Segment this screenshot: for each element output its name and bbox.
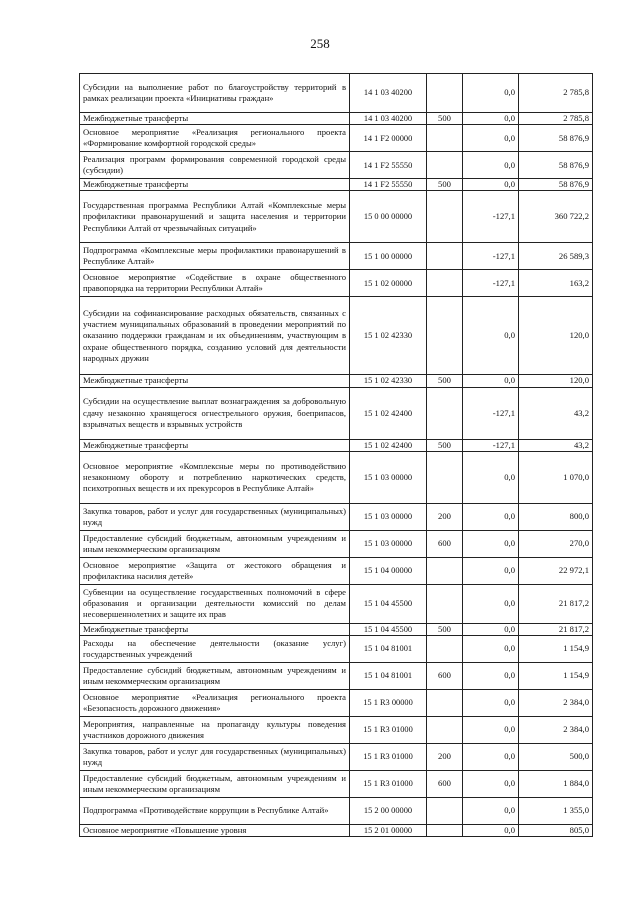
cell-name: Основное мероприятие «Комплексные меры по противодействию незаконному обороту и потреблению наркотических средств, психотропных веществ и их прекурсоров в Республике Алтай» [80, 451, 350, 503]
cell-total: 360 722,2 [519, 191, 593, 243]
cell-name: Основное мероприятие «Содействие в охране общественного правопорядка на территории Республики Алтай» [80, 270, 350, 297]
table-row [80, 636, 593, 663]
cell-vr: 500 [427, 375, 463, 387]
table-row [80, 191, 593, 243]
cell-name: Межбюджетные трансферты [80, 179, 350, 191]
cell-code: 15 1 R3 01000 [350, 771, 427, 798]
cell-change: 0,0 [463, 530, 519, 557]
cell-vr [427, 557, 463, 584]
cell-vr: 500 [427, 113, 463, 125]
cell-total: 2 785,8 [519, 74, 593, 113]
table-row [80, 825, 593, 837]
table-row [80, 623, 593, 635]
cell-vr [427, 270, 463, 297]
cell-vr [427, 297, 463, 375]
cell-change: 0,0 [463, 375, 519, 387]
cell-code: 14 1 03 40200 [350, 74, 427, 113]
cell-name: Подпрограмма «Противодействие коррупции в Республике Алтай» [80, 798, 350, 825]
cell-code: 15 1 02 42400 [350, 439, 427, 451]
cell-name: Субсидии на выполнение работ по благоустройству территорий в рамках реализации проекта «Инициативы граждан» [80, 74, 350, 113]
cell-vr [427, 125, 463, 152]
cell-total: 2 384,0 [519, 717, 593, 744]
table-row [80, 270, 593, 297]
cell-change: 0,0 [463, 771, 519, 798]
table-row [80, 530, 593, 557]
cell-total: 120,0 [519, 375, 593, 387]
cell-total: 21 817,2 [519, 623, 593, 635]
cell-vr [427, 717, 463, 744]
cell-change: -127,1 [463, 387, 519, 439]
cell-code: 15 1 03 00000 [350, 503, 427, 530]
cell-name: Мероприятия, направленные на пропаганду культуры поведения участников дорожного движения [80, 717, 350, 744]
table-row [80, 663, 593, 690]
cell-code: 15 2 00 00000 [350, 798, 427, 825]
cell-name: Межбюджетные трансферты [80, 375, 350, 387]
cell-name: Расходы на обеспечение деятельности (оказание услуг) государственных учреждений [80, 636, 350, 663]
cell-total: 2 785,8 [519, 113, 593, 125]
cell-vr [427, 243, 463, 270]
cell-change: 0,0 [463, 825, 519, 837]
cell-change: 0,0 [463, 663, 519, 690]
cell-vr [427, 636, 463, 663]
table-row [80, 690, 593, 717]
cell-change: -127,1 [463, 270, 519, 297]
cell-name: Закупка товаров, работ и услуг для государственных (муниципальных) нужд [80, 744, 350, 771]
cell-total: 1 070,0 [519, 451, 593, 503]
cell-vr: 500 [427, 439, 463, 451]
cell-vr [427, 451, 463, 503]
cell-total: 1 154,9 [519, 663, 593, 690]
cell-total: 22 972,1 [519, 557, 593, 584]
cell-code: 15 1 02 00000 [350, 270, 427, 297]
cell-name: Основное мероприятие «Реализация регионального проекта «Формирование комфортной городской среды» [80, 125, 350, 152]
cell-vr [427, 690, 463, 717]
cell-change: 0,0 [463, 717, 519, 744]
table-row [80, 125, 593, 152]
table-row [80, 503, 593, 530]
table-row [80, 451, 593, 503]
cell-vr [427, 74, 463, 113]
cell-change: 0,0 [463, 557, 519, 584]
cell-change: 0,0 [463, 74, 519, 113]
cell-name: Субсидии на осуществление выплат вознаграждения за добровольную сдачу незаконно хранящегося огнестрельного оружия, боеприпасов, взрывчатых веществ и взрывных устройств [80, 387, 350, 439]
cell-vr: 600 [427, 530, 463, 557]
cell-code: 15 2 01 00000 [350, 825, 427, 837]
cell-code: 15 1 00 00000 [350, 243, 427, 270]
cell-code: 15 1 04 45500 [350, 584, 427, 623]
table-row [80, 179, 593, 191]
cell-code: 15 1 04 81001 [350, 663, 427, 690]
cell-total: 163,2 [519, 270, 593, 297]
cell-vr: 600 [427, 771, 463, 798]
cell-total: 120,0 [519, 297, 593, 375]
table-row [80, 744, 593, 771]
cell-code: 14 1 F2 55550 [350, 152, 427, 179]
cell-vr [427, 191, 463, 243]
cell-name: Предоставление субсидий бюджетным, автономным учреждениям и иным некоммерческим организациям [80, 663, 350, 690]
table-row [80, 439, 593, 451]
cell-code: 15 1 R3 01000 [350, 717, 427, 744]
cell-name: Закупка товаров, работ и услуг для государственных (муниципальных) нужд [80, 503, 350, 530]
cell-code: 15 1 02 42330 [350, 375, 427, 387]
cell-total: 58 876,9 [519, 125, 593, 152]
cell-vr: 200 [427, 503, 463, 530]
cell-change: 0,0 [463, 179, 519, 191]
cell-name: Предоставление субсидий бюджетным, автономным учреждениям и иным некоммерческим организациям [80, 530, 350, 557]
cell-vr: 500 [427, 179, 463, 191]
cell-total: 1 884,0 [519, 771, 593, 798]
cell-name: Предоставление субсидий бюджетным, автономным учреждениям и иным некоммерческим организациям [80, 771, 350, 798]
cell-name: Основное мероприятие «Защита от жестокого обращения и профилактика насилия детей» [80, 557, 350, 584]
cell-change: 0,0 [463, 297, 519, 375]
cell-total: 800,0 [519, 503, 593, 530]
cell-name: Государственная программа Республики Алтай «Комплексные меры профилактики правонарушений и защита населения и территории Республики Алтай от чрезвычайных ситуаций» [80, 191, 350, 243]
cell-change: -127,1 [463, 243, 519, 270]
cell-name: Подпрограмма «Комплексные меры профилактики правонарушений в Республике Алтай» [80, 243, 350, 270]
table-row [80, 297, 593, 375]
cell-change: -127,1 [463, 191, 519, 243]
cell-vr [427, 387, 463, 439]
cell-code: 15 1 R3 00000 [350, 690, 427, 717]
cell-name: Субсидии на софинансирование расходных обязательств, связанных с участием муниципальных образований в проведении мероприятий по оказанию поддержки гражданам и их объединениям, участвующим в охране общественного порядка, созданию условий для деятельности народных дружин [80, 297, 350, 375]
cell-change: 0,0 [463, 623, 519, 635]
cell-code: 15 0 00 00000 [350, 191, 427, 243]
cell-total: 26 589,3 [519, 243, 593, 270]
cell-total: 58 876,9 [519, 179, 593, 191]
cell-vr: 600 [427, 663, 463, 690]
cell-total: 43,2 [519, 439, 593, 451]
cell-code: 15 1 04 00000 [350, 557, 427, 584]
table-row [80, 74, 593, 113]
budget-table-body [80, 74, 593, 837]
cell-code: 15 1 04 45500 [350, 623, 427, 635]
cell-code: 15 1 04 81001 [350, 636, 427, 663]
cell-change: 0,0 [463, 690, 519, 717]
cell-name: Основное мероприятие «Повышение уровня [80, 825, 350, 837]
cell-code: 15 1 02 42330 [350, 297, 427, 375]
cell-total: 2 384,0 [519, 690, 593, 717]
cell-code: 14 1 F2 55550 [350, 179, 427, 191]
table-row [80, 243, 593, 270]
cell-change: 0,0 [463, 636, 519, 663]
table-row [80, 113, 593, 125]
cell-vr [427, 798, 463, 825]
cell-total: 58 876,9 [519, 152, 593, 179]
table-row [80, 798, 593, 825]
table-row [80, 375, 593, 387]
cell-change: 0,0 [463, 744, 519, 771]
cell-vr: 200 [427, 744, 463, 771]
page-number: 258 [310, 36, 330, 51]
cell-code: 15 1 02 42400 [350, 387, 427, 439]
cell-total: 21 817,2 [519, 584, 593, 623]
cell-code: 14 1 F2 00000 [350, 125, 427, 152]
cell-total: 500,0 [519, 744, 593, 771]
cell-code: 15 1 03 00000 [350, 451, 427, 503]
cell-name: Межбюджетные трансферты [80, 439, 350, 451]
table-row [80, 584, 593, 623]
cell-change: 0,0 [463, 584, 519, 623]
cell-name: Основное мероприятие «Реализация регионального проекта «Безопасность дорожного движения» [80, 690, 350, 717]
cell-total: 805,0 [519, 825, 593, 837]
cell-code: 15 1 R3 01000 [350, 744, 427, 771]
budget-table [79, 73, 593, 837]
cell-total: 1 355,0 [519, 798, 593, 825]
table-row [80, 387, 593, 439]
cell-total: 43,2 [519, 387, 593, 439]
cell-vr [427, 825, 463, 837]
cell-name: Межбюджетные трансферты [80, 623, 350, 635]
cell-vr [427, 152, 463, 179]
cell-change: 0,0 [463, 152, 519, 179]
table-row [80, 717, 593, 744]
cell-change: 0,0 [463, 798, 519, 825]
cell-code: 14 1 03 40200 [350, 113, 427, 125]
cell-total: 1 154,9 [519, 636, 593, 663]
cell-name: Межбюджетные трансферты [80, 113, 350, 125]
cell-change: 0,0 [463, 451, 519, 503]
cell-change: 0,0 [463, 113, 519, 125]
cell-name: Реализация программ формирования современной городской среды (субсидии) [80, 152, 350, 179]
cell-change: 0,0 [463, 125, 519, 152]
cell-name: Субвенции на осуществление государственных полномочий в сфере образования и организации деятельности комиссий по делам несовершеннолетних и защите их прав [80, 584, 350, 623]
table-row [80, 152, 593, 179]
table-row [80, 557, 593, 584]
cell-code: 15 1 03 00000 [350, 530, 427, 557]
cell-total: 270,0 [519, 530, 593, 557]
cell-vr [427, 584, 463, 623]
cell-vr: 500 [427, 623, 463, 635]
cell-change: -127,1 [463, 439, 519, 451]
table-row [80, 771, 593, 798]
cell-change: 0,0 [463, 503, 519, 530]
